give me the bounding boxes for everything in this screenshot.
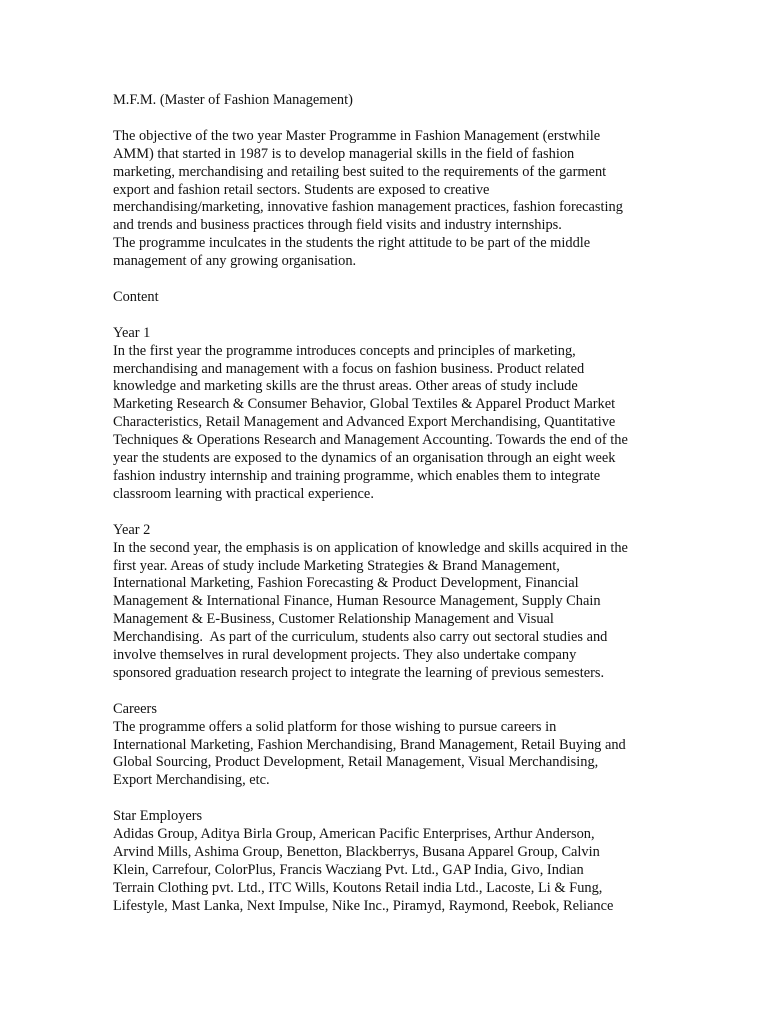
paragraph-line: Marketing Research & Consumer Behavior, Global Textiles & Apparel Product Market — [113, 396, 616, 413]
document-title: M.F.M. (Master of Fashion Management) — [113, 92, 353, 108]
paragraph-line: In the second year, the emphasis is on application of knowledge and skills acquired in the — [113, 539, 628, 556]
year2-heading: Year 2 — [113, 521, 151, 538]
paragraph-line: marketing, merchandising and retailing best suited to the requirements of the garment — [113, 163, 607, 180]
paragraph-line: Export Merchandising, etc. — [113, 772, 270, 789]
paragraph-line: involve themselves in rural development projects. They also undertake company — [113, 647, 577, 664]
careers-heading: Careers — [113, 700, 157, 717]
paragraph-line: In the first year the programme introduces concepts and principles of marketing, — [113, 342, 576, 359]
paragraph-line: and trends and business practices through field visits and industry internships. — [113, 217, 562, 234]
year1-heading: Year 1 — [113, 324, 151, 341]
paragraph-line: International Marketing, Fashion Merchandising, Brand Management, Retail Buying and — [113, 736, 626, 753]
paragraph-line: Klein, Carrefour, ColorPlus, Francis Wacziang Pvt. Ltd., GAP India, Givo, Indian — [113, 861, 584, 878]
paragraph-line: The programme offers a solid platform for those wishing to pursue careers in — [113, 718, 557, 735]
paragraph-line: AMM) that started in 1987 is to develop managerial skills in the field of fashion — [113, 145, 575, 162]
title-block — [113, 92, 658, 110]
paragraph-line: The objective of the two year Master Programme in Fashion Management (erstwhile — [113, 127, 601, 144]
paragraph-line: Management & E-Business, Customer Relationship Management and Visual — [113, 611, 554, 628]
paragraph-line: merchandising and management with a focus on fashion business. Product related — [113, 360, 585, 377]
paragraph-line: Global Sourcing, Product Development, Retail Management, Visual Merchandising, — [113, 754, 599, 771]
paragraph-line: export and fashion retail sectors. Students are exposed to creative — [113, 181, 490, 198]
paragraph-line: Management & International Finance, Human Resource Management, Supply Chain — [113, 593, 601, 610]
content-heading-block — [113, 289, 658, 307]
paragraph-line: Arvind Mills, Ashima Group, Benetton, Blackberrys, Busana Apparel Group, Calvin — [113, 843, 600, 860]
paragraph-line: Characteristics, Retail Management and Advanced Export Merchandising, Quantitative — [113, 414, 616, 431]
paragraph-line: sponsored graduation research project to integrate the learning of previous semesters. — [113, 664, 605, 681]
year2-section — [113, 522, 658, 683]
year1-section — [113, 325, 658, 504]
content-heading: Content — [113, 288, 159, 305]
paragraph-line: management of any growing organisation. — [113, 253, 357, 270]
objective-paragraph — [113, 128, 658, 271]
employers-section — [113, 808, 658, 915]
paragraph-line: knowledge and marketing skills are the thrust areas. Other areas of study include — [113, 378, 578, 395]
paragraph-line: classroom learning with practical experience. — [113, 485, 374, 502]
employers-heading: Star Employers — [113, 808, 203, 825]
paragraph-line: merchandising/marketing, innovative fashion management practices, fashion forecasting — [113, 199, 623, 216]
paragraph-line: Lifestyle, Mast Lanka, Next Impulse, Nike Inc., Piramyd, Raymond, Reebok, Reliance — [113, 897, 614, 914]
paragraph-line: The programme inculcates in the students the right attitude to be part of the middle — [113, 235, 591, 252]
paragraph-line: Merchandising. As part of the curriculum, students also carry out sectoral studies and — [113, 629, 608, 646]
paragraph-line: year the students are exposed to the dynamics of an organisation through an eight week — [113, 450, 616, 467]
paragraph-line: Techniques & Operations Research and Management Accounting. Towards the end of the — [113, 432, 628, 449]
careers-section — [113, 701, 658, 791]
document-page — [113, 92, 658, 933]
paragraph-line: fashion industry internship and training programme, which enables them to integrate — [113, 467, 601, 484]
paragraph-line: Adidas Group, Aditya Birla Group, American Pacific Enterprises, Arthur Anderson, — [113, 826, 595, 843]
paragraph-line: first year. Areas of study include Marketing Strategies & Brand Management, — [113, 557, 560, 574]
paragraph-line: Terrain Clothing pvt. Ltd., ITC Wills, Koutons Retail india Ltd., Lacoste, Li & Fung, — [113, 879, 603, 896]
paragraph-line: International Marketing, Fashion Forecasting & Product Development, Financial — [113, 575, 579, 592]
